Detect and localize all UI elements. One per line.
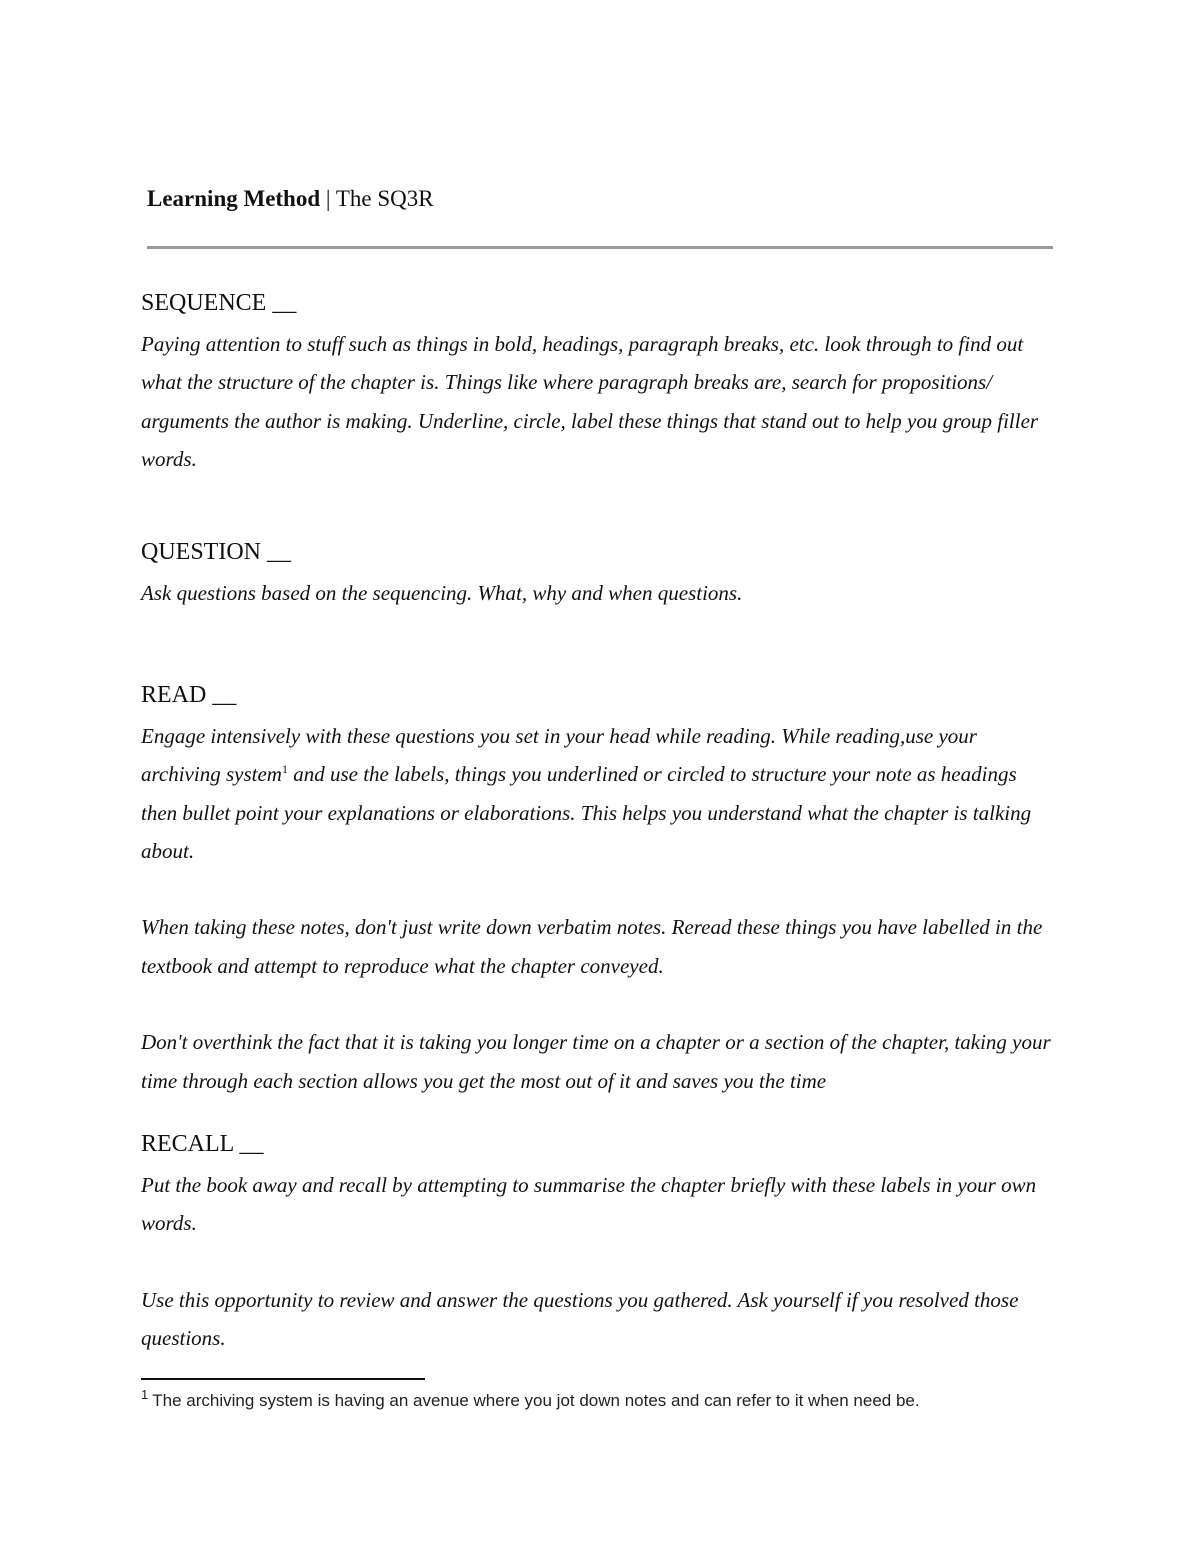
footnote-number: 1 bbox=[141, 1387, 149, 1403]
footnote-text: The archiving system is having an avenue where you jot down notes and can refer to it when need be. bbox=[152, 1391, 920, 1410]
section-paragraph: Don't overthink the fact that it is taking you longer time on a chapter or a section of the chapter, taking your time through each section allows you get the most out of it and saves you the time bbox=[141, 1030, 1051, 1093]
section-heading: QUESTION __ bbox=[141, 539, 291, 565]
title-rest: The SQ3R bbox=[335, 186, 434, 211]
title-bold: Learning Method bbox=[147, 186, 321, 211]
section-heading: SEQUENCE __ bbox=[141, 290, 297, 316]
title-separator: | bbox=[320, 186, 336, 211]
section-paragraph: Paying attention to stuff such as things in bold, headings, paragraph breaks, etc. look through to find out what the structure of the chapter is. Things like where paragraph breaks are, search for propositions/ arguments the author is making. Underline, circle, label these things that stand out to help you group filler words. bbox=[141, 332, 1039, 471]
footnote-divider bbox=[141, 1378, 425, 1380]
title-divider bbox=[147, 246, 1053, 249]
section-question bbox=[141, 536, 1056, 612]
section-heading: READ __ bbox=[141, 682, 237, 708]
section-paragraph: Use this opportunity to review and answer the questions you gathered. Ask yourself if you resolved those questions. bbox=[141, 1287, 1019, 1351]
paragraph-text: Engage intensively with these questions you set in your head while reading. While reading,use your archiving system bbox=[141, 724, 977, 787]
section-recall bbox=[141, 1128, 1056, 1357]
section-heading: RECALL __ bbox=[141, 1131, 264, 1157]
section-paragraph bbox=[141, 717, 1056, 870]
paragraph-text: and use the labels, things you underlined or circled to structure your note as headings then bullet point your explanations or elaborations. This helps you understand what the chapter is talking about. bbox=[141, 762, 1032, 863]
section-paragraph: Put the book away and recall by attempting to summarise the chapter briefly with these labels in your own words. bbox=[141, 1173, 1037, 1236]
section-sequence bbox=[141, 287, 1056, 478]
section-read bbox=[141, 679, 1056, 1100]
section-paragraph: Ask questions based on the sequencing. What, why and when questions. bbox=[141, 581, 743, 605]
document-title bbox=[147, 183, 434, 215]
footnote bbox=[141, 1389, 920, 1413]
footnote-reference[interactable]: 1 bbox=[281, 762, 288, 777]
section-paragraph: When taking these notes, don't just write down verbatim notes. Reread these things you have labelled in the textbook and attempt to reproduce what the chapter conveyed. bbox=[141, 915, 1043, 978]
